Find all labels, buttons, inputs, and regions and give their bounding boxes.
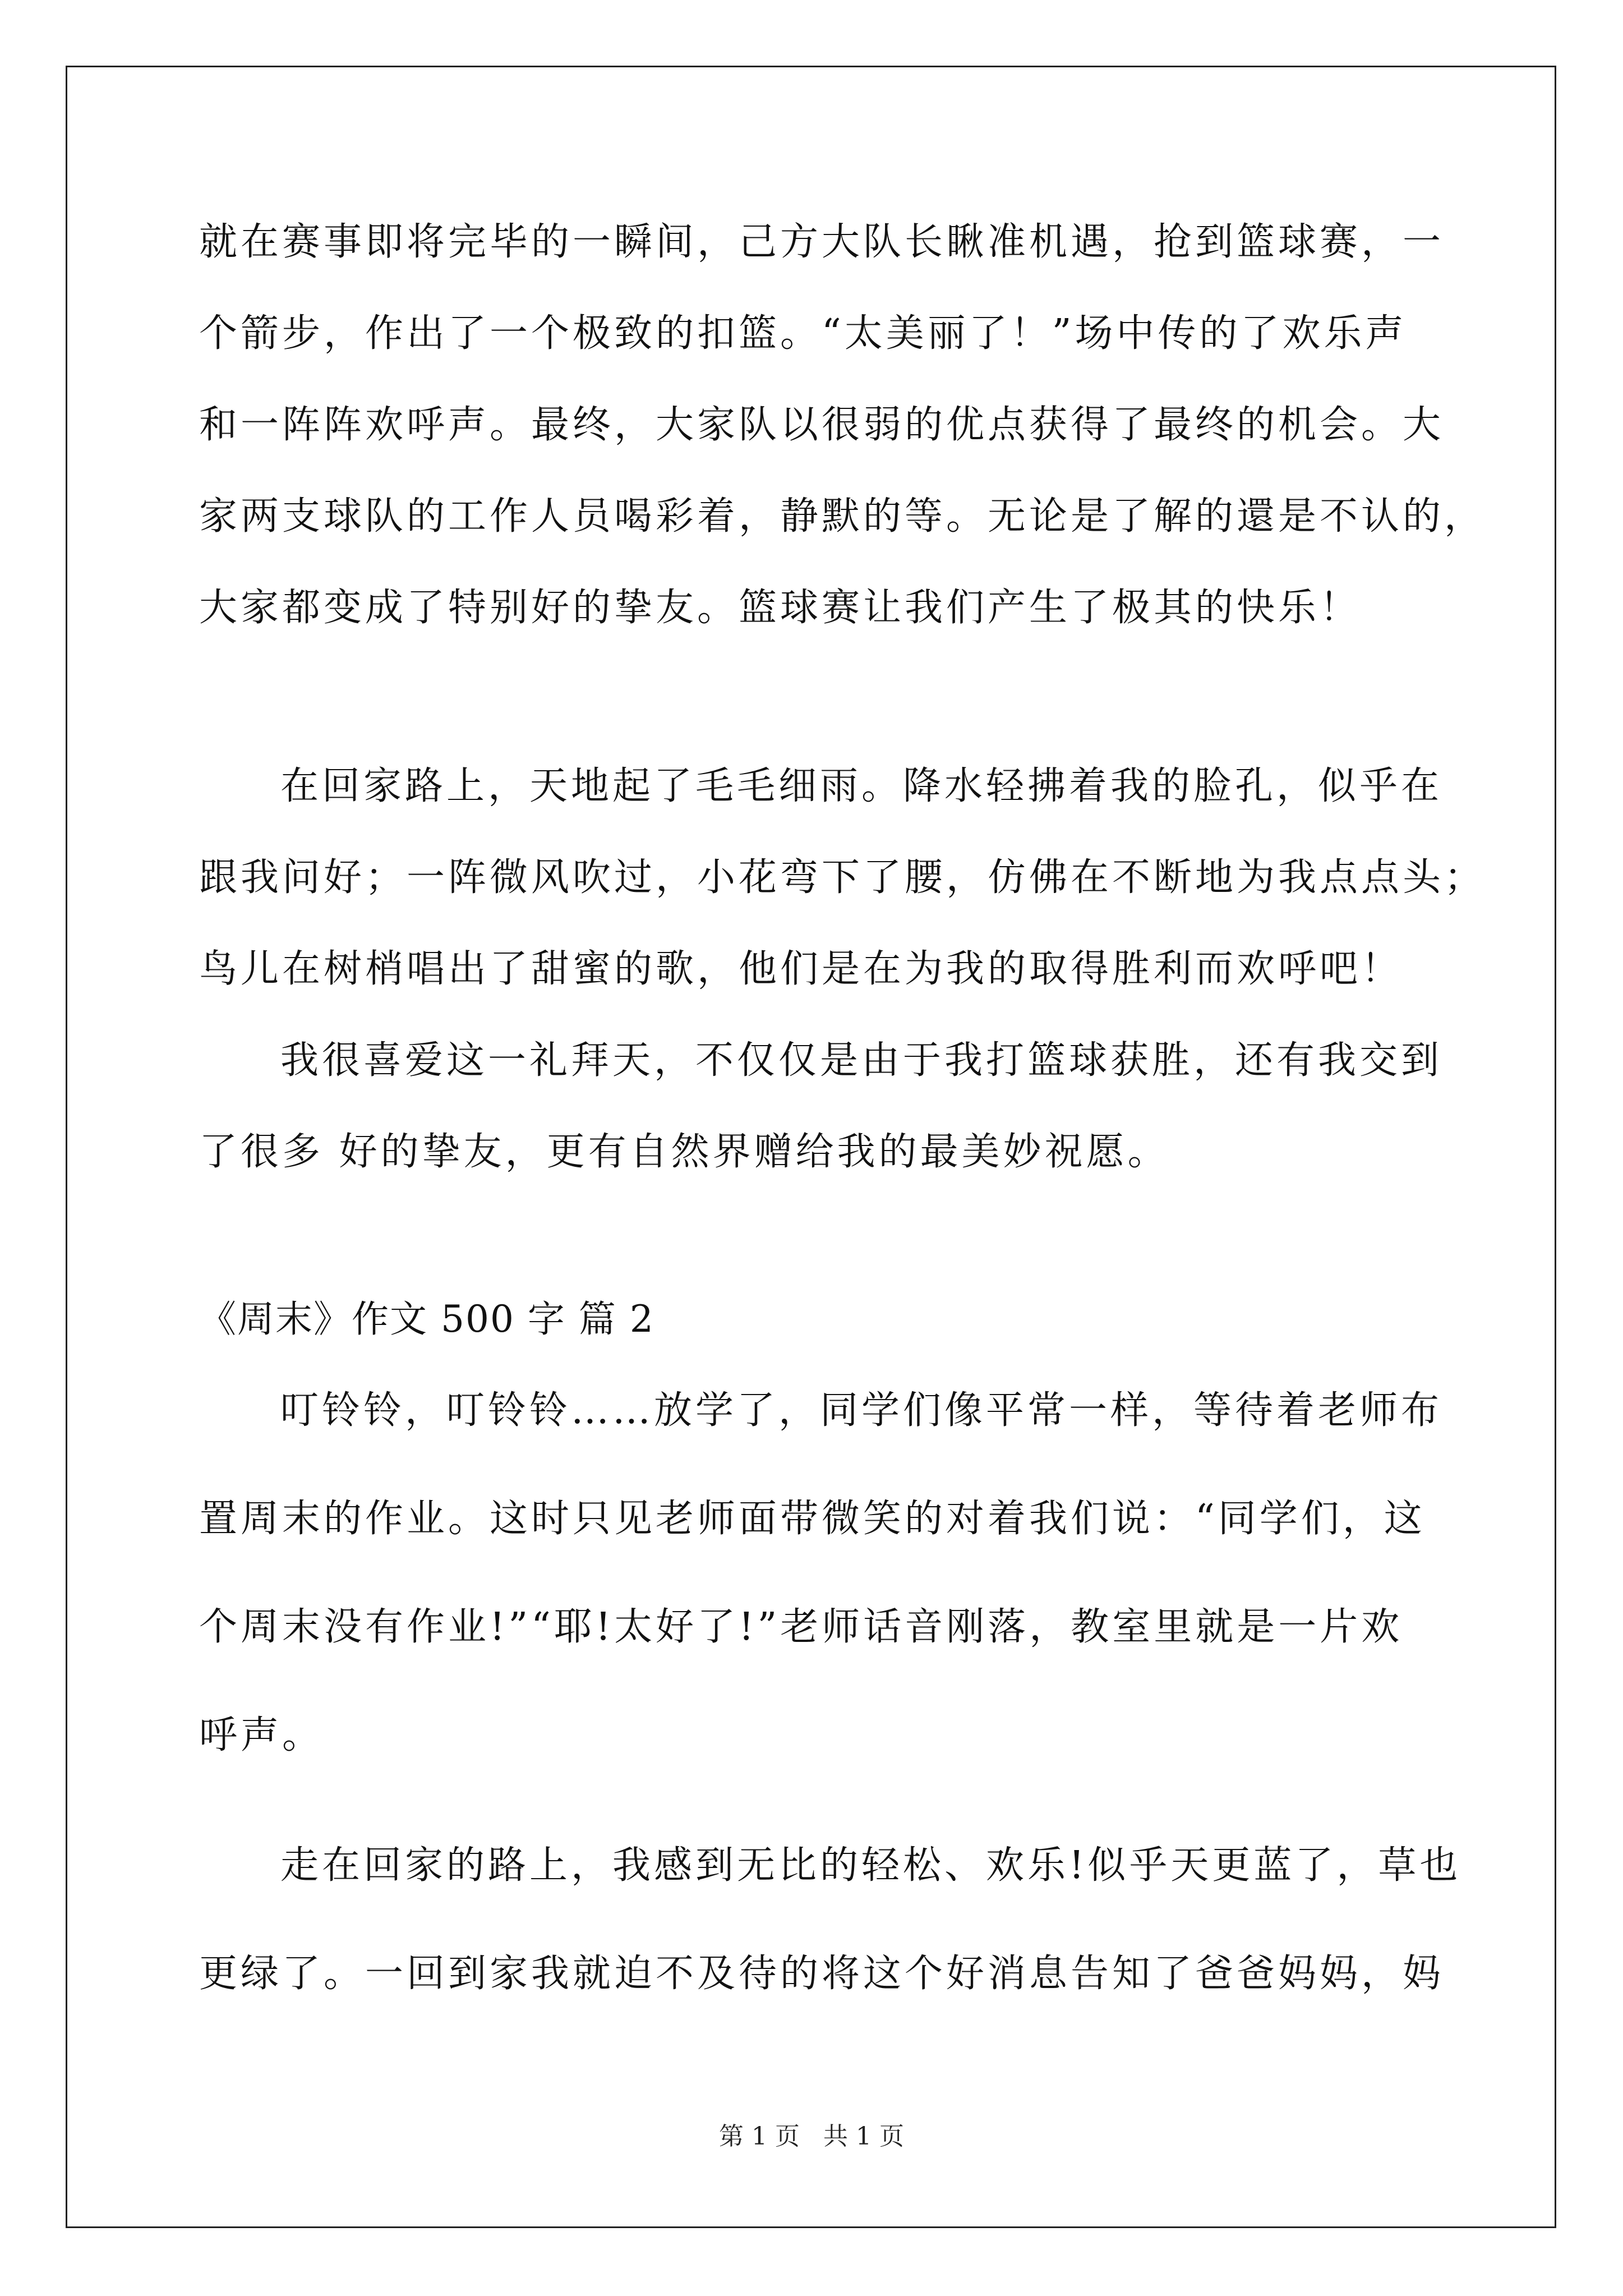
text-line-3: 和一阵阵欢呼声。最终，大家队以很弱的优点获得了最终的机会。大 xyxy=(199,403,1445,447)
text-line-7: 跟我问好；一阵微风吹过，小花弯下了腰，仿佛在不断地为我点点头； xyxy=(199,855,1486,900)
text-line-12: 叮铃铃，叮铃铃……放学了，同学们像平常一样，等待着老师布 xyxy=(280,1388,1443,1433)
page-footer: 第 1 页 共 1 页 xyxy=(719,2122,904,2151)
text-line-1: 就在赛事即将完毕的一瞬间，己方大队长瞅准机遇，抢到篮球赛，一 xyxy=(199,220,1445,264)
text-line-8: 鸟儿在树梢唱出了甜蜜的歌，他们是在为我的取得胜利而欢呼吧！ xyxy=(199,947,1403,991)
text-line-2: 个箭步，作出了一个极致的扣篮。“太美丽了！”场中传的了欢乐声 xyxy=(199,311,1407,356)
text-line-13: 置周末的作业。这时只见老师面带微笑的对着我们说：“同学们，这 xyxy=(199,1497,1426,1541)
text-line-9: 我很喜爱这一礼拜天，不仅仅是由于我打篮球获胜，还有我交到 xyxy=(280,1038,1443,1083)
text-line-10: 了很多 好的挚友，更有自然界赠给我的最美妙祝愿。 xyxy=(199,1130,1169,1174)
text-line-5: 大家都变成了特别好的挚友。篮球赛让我们产生了极其的快乐！ xyxy=(199,586,1362,630)
text-line-15: 呼声。 xyxy=(199,1713,324,1757)
text-line-17: 更绿了。一回到家我就迫不及待的将这个好消息告知了爸爸妈妈，妈 xyxy=(199,1952,1445,1996)
text-line-4: 家两支球队的工作人员喝彩着，静默的等。无论是了解的還是不认的， xyxy=(199,494,1486,539)
text-line-6: 在回家路上，天地起了毛毛细雨。降水轻拂着我的脸孔，似乎在 xyxy=(280,764,1443,808)
section-heading: 《周末》作文 500 字 篇 2 xyxy=(199,1297,654,1341)
text-line-16: 走在回家的路上，我感到无比的轻松、欢乐!似乎天更蓝了，草也 xyxy=(280,1843,1461,1888)
text-line-14: 个周末没有作业!”“耶!太好了!”老师话音刚落，教室里就是一片欢 xyxy=(199,1605,1403,1649)
